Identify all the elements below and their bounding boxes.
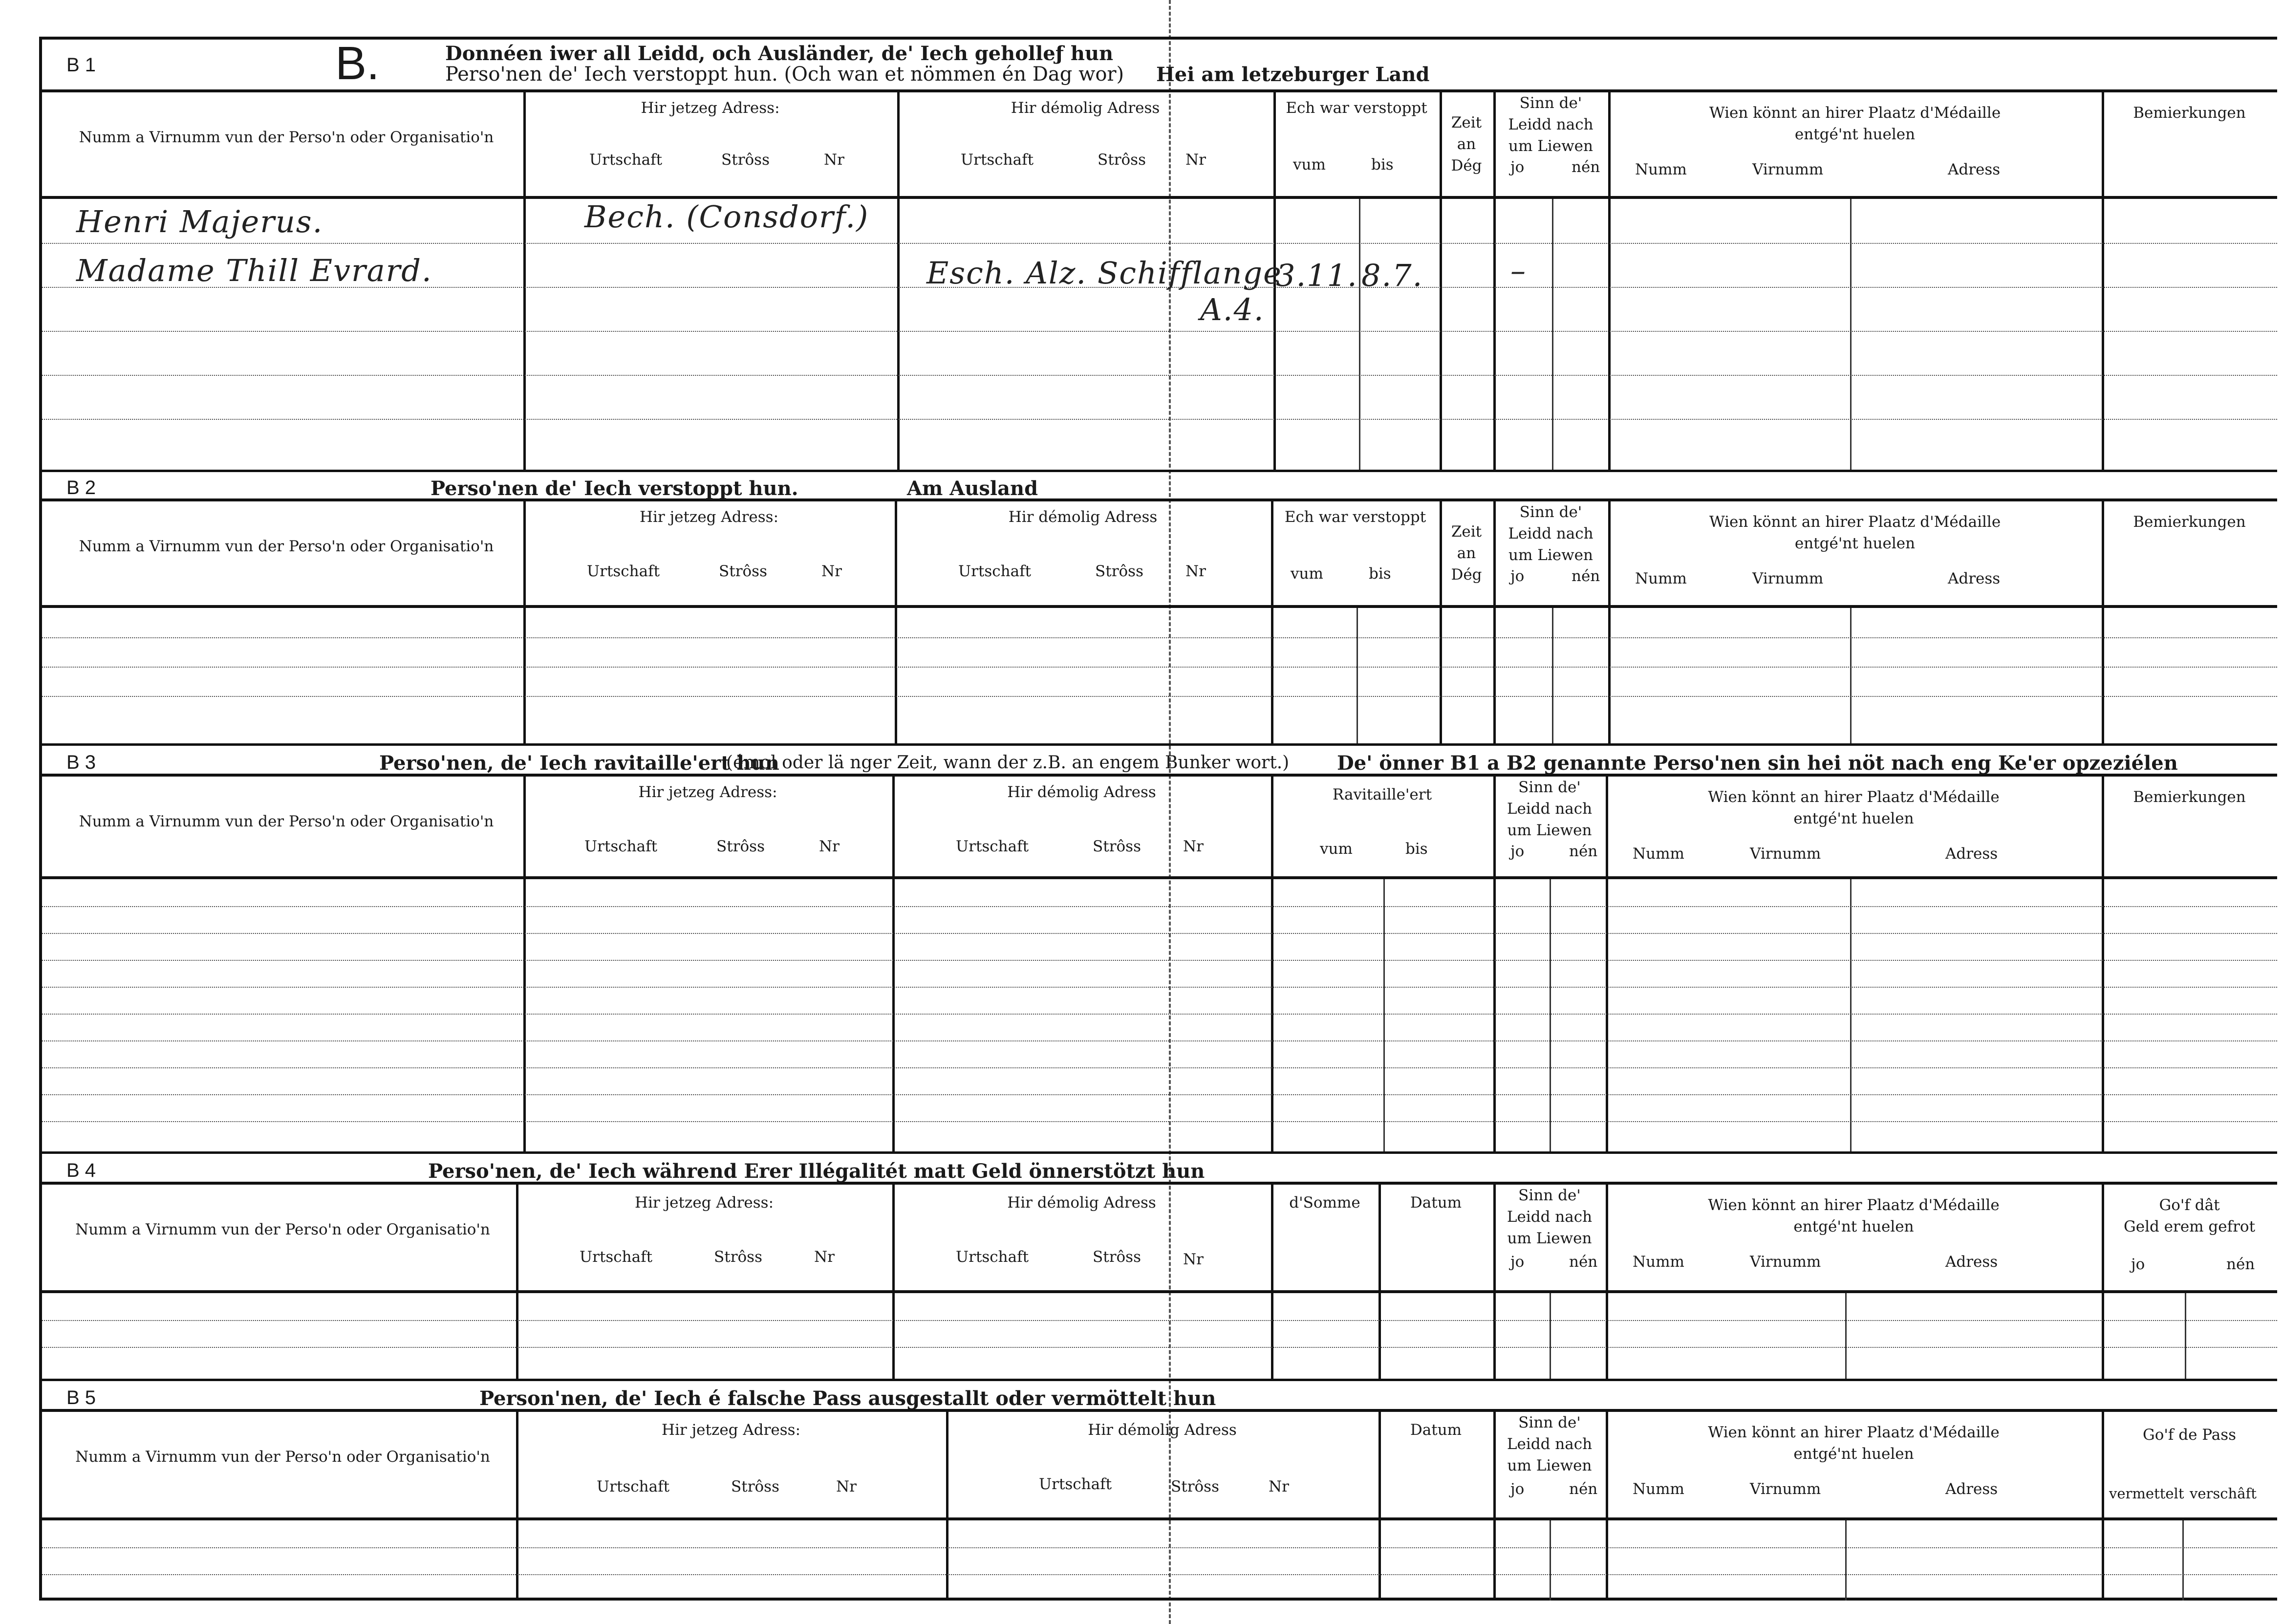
handwritten-jo-2: – <box>1510 253 1527 288</box>
handwritten-name-1: Henri Majerus. <box>76 204 323 239</box>
form-letter: B. <box>335 37 380 89</box>
section-title: Donnéen iwer all Leidd, och Ausländer, de' Iech geholleƒ hun <box>445 42 1114 65</box>
form-sheet <box>39 37 2277 1601</box>
section-b5 <box>42 1379 2277 1601</box>
data-rows <box>42 1293 2277 1379</box>
column-header-row: Numm a Virnumm vun der Perso'n oder Organisatio'n Hir jetzeg Adress: Urtschaft Strôss Nr Hir démolig Adress Urtschaft Strôss Nr Ech war verstoppt vum bis Zeit an Dég Sinn de' Leidd nach um Liewen jo nén Wien könnt an hirer Plaatz d'Médaille entgé'nt huelen Numm Virnumm Adress Bemierkungen <box>42 92 2277 199</box>
handwritten-former-address-2: Esch. Alz. Schifflange <box>926 255 1282 291</box>
column-header-row: Numm a Virnumm vun der Perso'n oder Organisatio'n Hir jetzeg Adress: Urtschaft Strôss Nr Hir démolig Adress Urtschaft Strôss Nr d'Somme Datum Sinn de' Leidd nach um Liewen jo nén Wien könnt an hirer Plaatz d'Médaille entgé'nt huelen Numm Virnumm Adress Go'f dât Geld erem gefrot jo nén <box>42 1185 2277 1293</box>
section-title-ausland: Am Ausland <box>907 477 1038 500</box>
section-title: Perso'nen, de' Iech ravitaille'ert hun <box>379 752 779 775</box>
data-rows <box>42 879 2277 1151</box>
section-b1-header <box>42 37 2277 92</box>
section-title-remark: De' önner B1 a B2 genannte Perso'nen sin hei nöt nach eng Ke'er opzeziélen <box>1337 752 2178 775</box>
section-b2-header <box>42 470 2277 501</box>
section-b4 <box>42 1151 2277 1379</box>
name-header: Numm a Virnumm vun der Perso'n oder Organisatio'n <box>79 129 494 146</box>
column-header-row: Numm a Virnumm vun der Perso'n oder Organisatio'n Hir jetzeg Adress: Urtschaft Strôss Nr Hir démolig Adress Urtschaft Strôss Nr Ravitaille'ert vum bis Sinn de' Leidd nach um Liewen jo nén Wien könnt an hirer Plaatz d'Médaille entgé'nt huelen Numm Virnumm Adress Bemierkungen <box>42 777 2277 879</box>
current-address-header: Hir jetzeg Adress: <box>641 99 780 117</box>
section-title: Perso'nen de' Iech verstoppt hun. <box>431 477 798 500</box>
section-code: B 4 <box>66 1160 96 1181</box>
section-b4-header <box>42 1151 2277 1185</box>
data-rows <box>42 199 2277 470</box>
section-b3 <box>42 743 2277 1151</box>
handwritten-vum-2: 3.11. <box>1276 258 1358 293</box>
column-header-row: Numm a Virnumm vun der Perso'n oder Organisatio'n Hir jetzeg Adress: Urtschaft Strôss Nr Hir démolig Adress Urtschaft Strôss Nr Ech war verstoppt vum bis Zeit an Dég Sinn de' Leidd nach um Liewen jo nén Wien könnt an hirer Plaatz d'Médaille entgé'nt huelen Numm Virnumm Adress Bemierkungen <box>42 501 2277 608</box>
section-b3-header <box>42 743 2277 777</box>
data-rows <box>42 1520 2277 1601</box>
section-title: Person'nen, de' Iech é falsche Pass ausgestallt oder vermöttelt hun <box>479 1387 1216 1410</box>
section-subtitle: Perso'nen de' Iech verstoppt hun. (Och wan et nömmen én Dag wor) <box>445 63 1124 86</box>
handwritten-bis-2: 8.7. <box>1361 258 1423 293</box>
handwritten-current-address-1: Bech. (Consdorf.) <box>584 199 869 235</box>
former-address-header: Hir démolig Adress <box>1011 99 1160 117</box>
data-rows <box>42 608 2277 743</box>
section-code: B 1 <box>66 54 96 76</box>
section-subtitle-land: Hei am letzeburger Land <box>1156 63 1430 86</box>
handwritten-name-2: Madame Thill Evrard. <box>76 253 432 288</box>
column-header-row: Numm a Virnumm vun der Perso'n oder Organisatio'n Hir jetzeg Adress: Urtschaft Strôss Nr Hir démolig Adress Urtschaft Strôss Nr Datum Sinn de' Leidd nach um Liewen jo nén Wien könnt an hirer Plaatz d'Médaille entgé'nt huelen Numm Virnumm Adress Go'f de Pass vermettelt verschâft <box>42 1412 2277 1520</box>
section-b1 <box>42 37 2277 470</box>
section-b2 <box>42 470 2277 743</box>
section-title-note: (émol oder lä nger Zeit, wann der z.B. an engem Bunker wort.) <box>726 753 1290 773</box>
section-title: Perso'nen, de' Iech während Erer Illégalitét matt Geld önnerstötzt hun <box>428 1160 1205 1183</box>
handwritten-nr-2: A.4. <box>1200 292 1265 327</box>
section-code: B 2 <box>66 477 96 498</box>
section-code: B 3 <box>66 752 96 773</box>
section-code: B 5 <box>66 1387 96 1408</box>
section-b5-header <box>42 1379 2277 1412</box>
